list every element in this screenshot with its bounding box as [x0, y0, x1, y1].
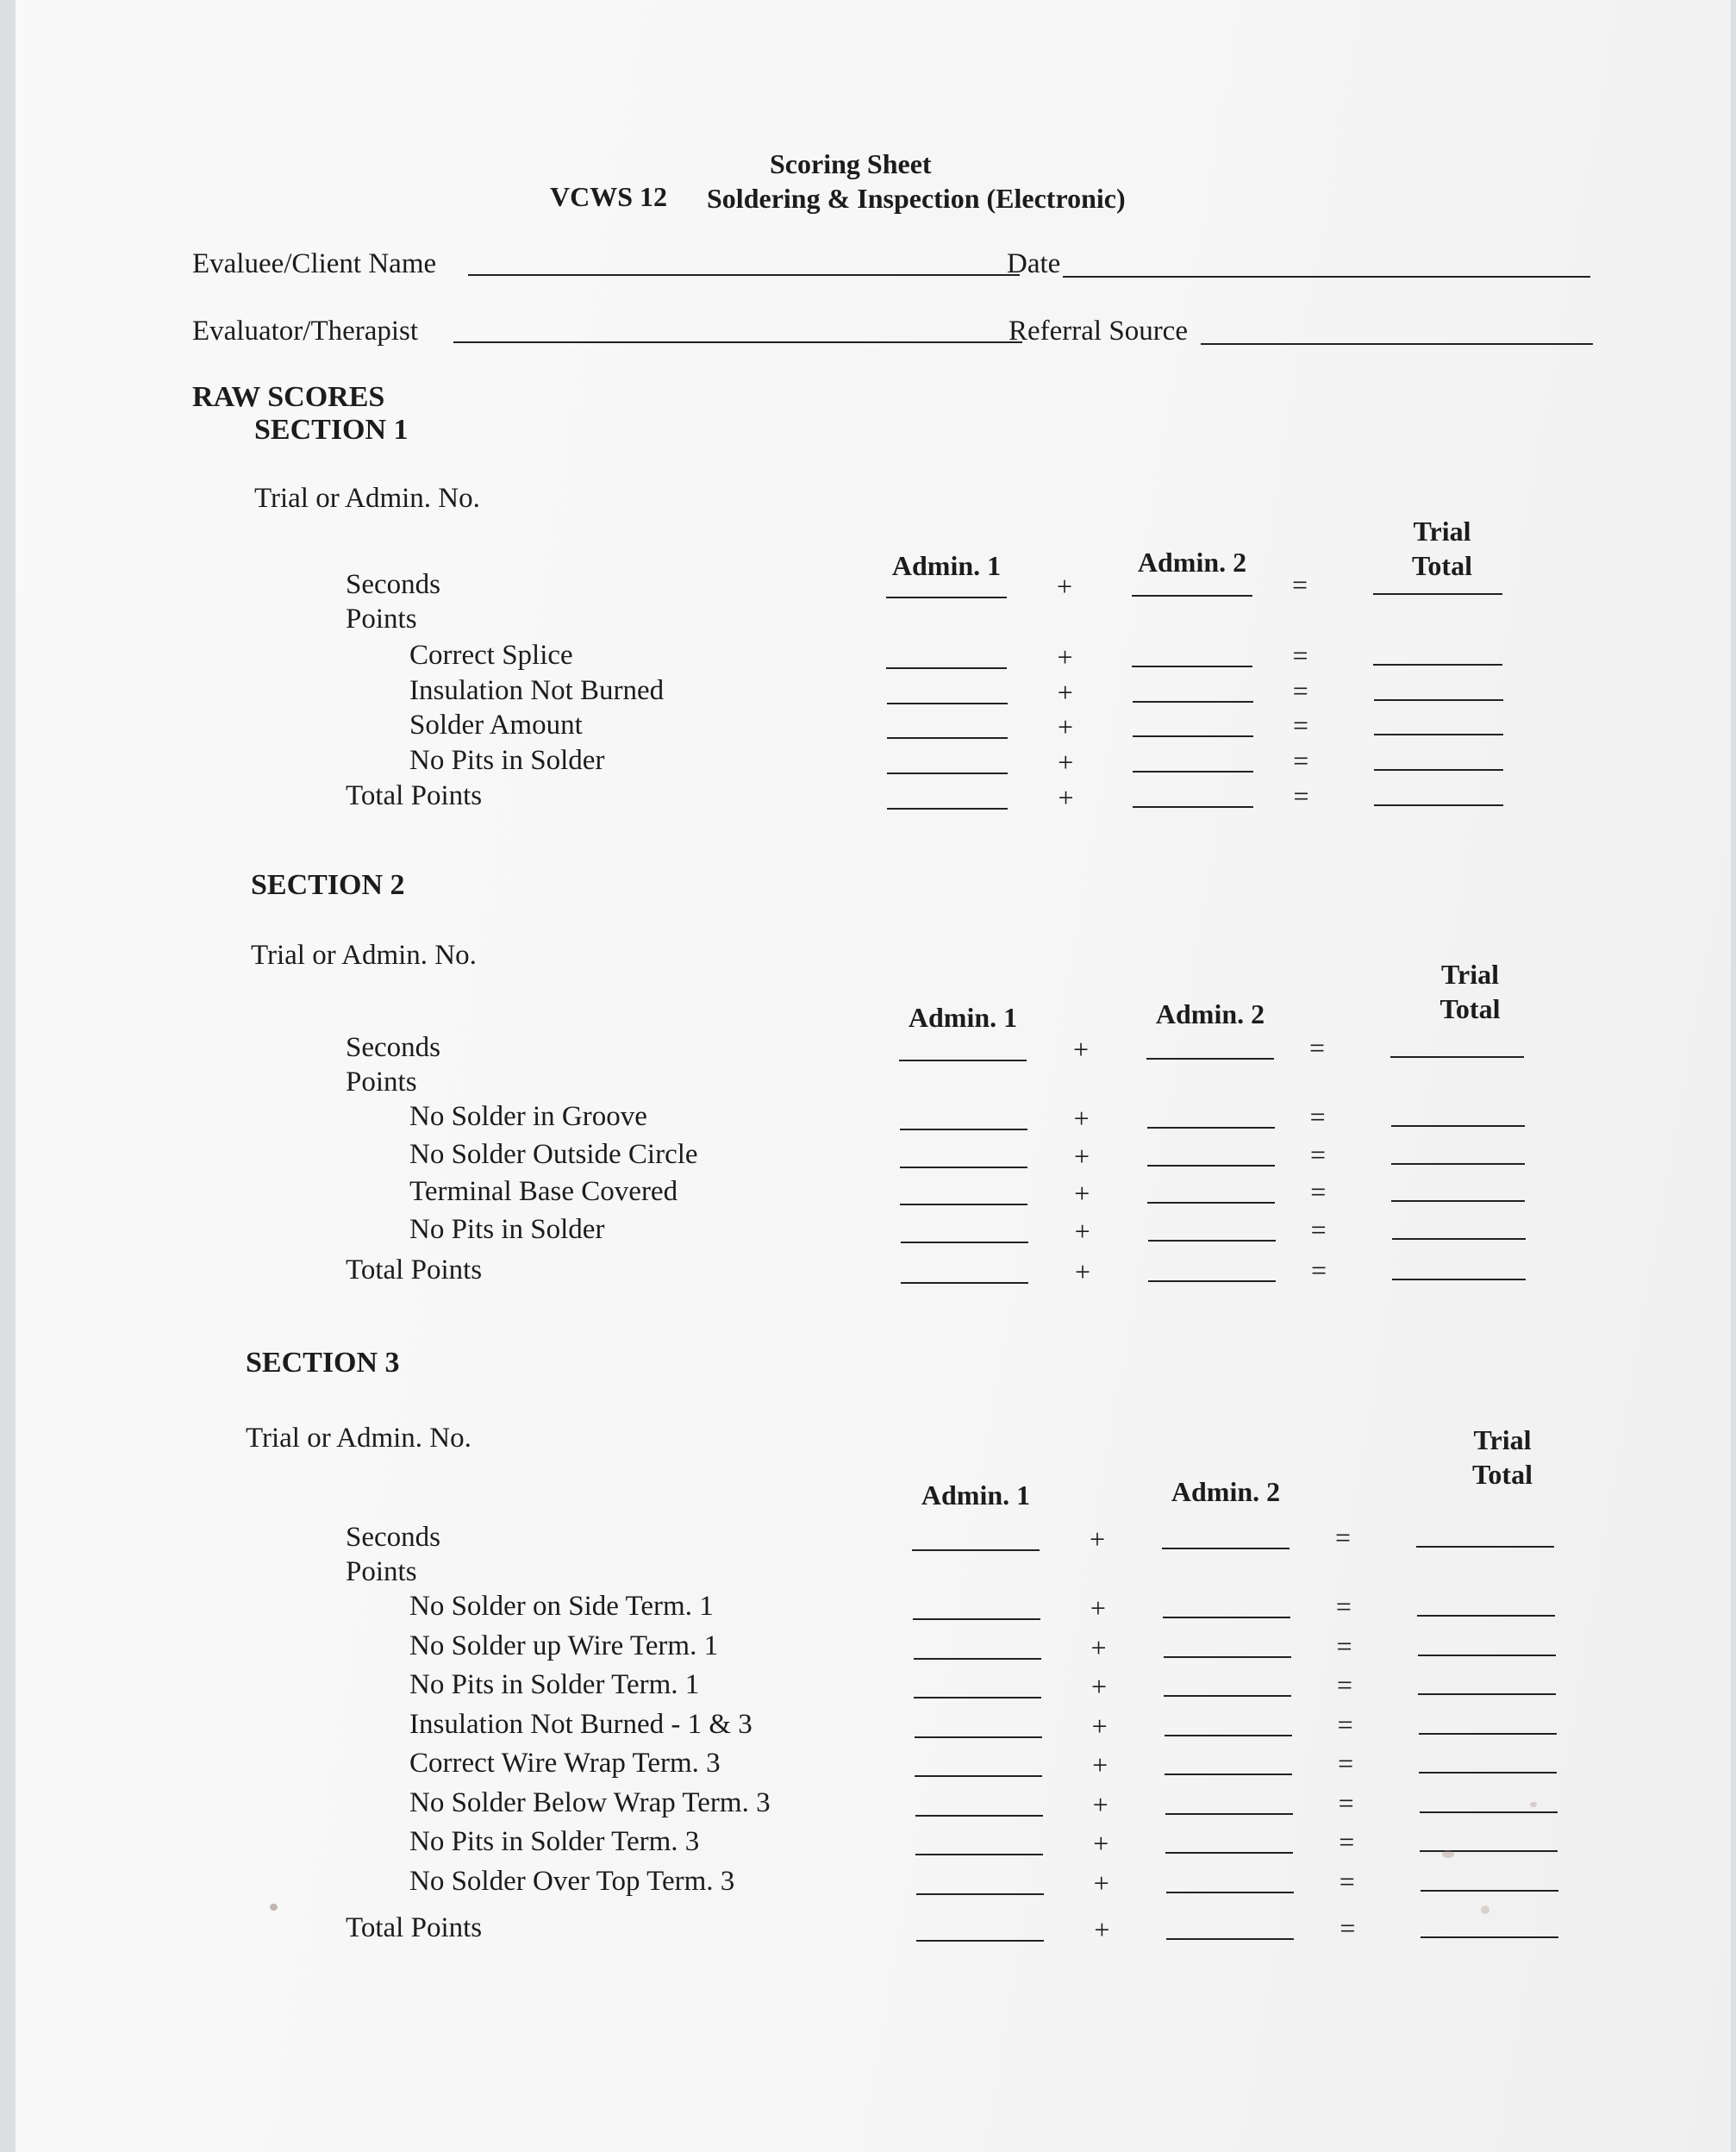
section-1-trial-admin-label: Trial or Admin. No.	[254, 483, 480, 514]
section-2-item-row-label: No Pits in Solder	[409, 1213, 605, 1245]
section-3-trial-admin-label: Trial or Admin. No.	[246, 1423, 471, 1454]
section-3-item-row-plus: +	[1092, 1788, 1108, 1820]
section-1-item-row-admin2-field[interactable]	[1132, 666, 1252, 667]
section-3-total-points-label: Total Points	[346, 1912, 483, 1943]
section-2-item-row-trial-total-field[interactable]	[1392, 1238, 1526, 1240]
section-2-item-row-label: No Solder in Groove	[409, 1101, 647, 1132]
section-3-item-row-admin1-field[interactable]	[915, 1854, 1043, 1855]
section-3-seconds-label: Seconds	[346, 1522, 440, 1553]
section-3-item-row-plus: +	[1093, 1828, 1109, 1859]
section-3-item-row-admin1-field[interactable]	[915, 1775, 1042, 1777]
section-3-item-row-admin1-field[interactable]	[914, 1697, 1041, 1698]
section-1-total-points-equals: =	[1293, 780, 1309, 811]
section-3-item-row-trial-total-field[interactable]	[1417, 1615, 1555, 1617]
section-2-total-points-admin2-field[interactable]	[1148, 1280, 1276, 1282]
section-2-item-row-admin2-field[interactable]	[1148, 1240, 1276, 1242]
section-3-item-row-label: Insulation Not Burned - 1 & 3	[409, 1708, 752, 1740]
section-3-total-points-admin2-field[interactable]	[1166, 1938, 1294, 1940]
section-1-seconds-equals: =	[1291, 569, 1308, 600]
section-1-item-row-trial-total-field[interactable]	[1373, 664, 1502, 666]
sheet-title: Scoring Sheet	[770, 148, 932, 179]
section-1-admin1-header: Admin. 1	[891, 550, 1002, 581]
section-1-item-row-admin1-field[interactable]	[886, 667, 1007, 669]
section-3-item-row-equals: =	[1339, 1826, 1355, 1857]
section-3-item-row-equals: =	[1337, 1708, 1353, 1740]
section-2-seconds-equals: =	[1308, 1032, 1326, 1063]
section-1-item-row-label: No Pits in Solder	[409, 744, 605, 776]
date-label: Date	[1007, 248, 1061, 279]
section-1-item-row-admin1-field[interactable]	[887, 737, 1008, 739]
section-2-item-row-admin2-field[interactable]	[1147, 1127, 1275, 1129]
section-2-seconds-admin1-field[interactable]	[899, 1060, 1027, 1061]
section-2-item-row-admin1-field[interactable]	[900, 1167, 1027, 1168]
section-3-item-row-admin2-field[interactable]	[1165, 1813, 1293, 1815]
section-3-item-row-plus: +	[1091, 1671, 1108, 1702]
section-3-item-row-trial-total-field[interactable]	[1419, 1733, 1557, 1735]
section-2-points-label: Points	[346, 1067, 417, 1098]
section-1-item-row-label: Insulation Not Burned	[409, 674, 665, 706]
paper-smudge	[270, 1904, 278, 1911]
section-3-item-row-admin2-field[interactable]	[1164, 1695, 1291, 1697]
section-2-total-header: Total	[1439, 993, 1501, 1024]
section-2-seconds-admin2-field[interactable]	[1146, 1058, 1274, 1060]
section-3-total-points-plus: +	[1094, 1914, 1110, 1945]
section-2-admin1-header: Admin. 1	[908, 1002, 1018, 1033]
section-1-total-points-admin2-field[interactable]	[1133, 806, 1253, 808]
section-2-seconds-plus: +	[1072, 1034, 1090, 1065]
section-1-item-row-admin1-field[interactable]	[887, 703, 1008, 704]
section-2-item-row-plus: +	[1073, 1140, 1090, 1172]
section-3-item-row-label: No Solder on Side Term. 1	[409, 1591, 714, 1622]
referral-source-label: Referral Source	[1009, 316, 1188, 347]
section-3-item-row-equals: =	[1337, 1669, 1353, 1700]
section-2-seconds-label: Seconds	[346, 1032, 440, 1063]
section-3-item-row-admin2-field[interactable]	[1165, 1852, 1293, 1854]
section-2-total-points-label: Total Points	[346, 1254, 483, 1286]
section-3-points-label: Points	[346, 1556, 417, 1587]
paper-smudge	[1530, 1802, 1537, 1807]
evaluator-field[interactable]	[453, 341, 1022, 343]
scoring-sheet-page	[16, 0, 1731, 2152]
section-3-item-row-plus: +	[1090, 1592, 1106, 1623]
section-3-item-row-trial-total-field[interactable]	[1420, 1850, 1558, 1852]
section-3-total-points-equals: =	[1339, 1912, 1356, 1943]
section-3-item-row-plus: +	[1093, 1867, 1109, 1899]
section-3-item-row-admin2-field[interactable]	[1164, 1656, 1291, 1658]
section-2-trial-header: Trial	[1441, 959, 1499, 990]
section-3-item-row-admin1-field[interactable]	[913, 1618, 1040, 1620]
sheet-subtitle-code: VCWS 12	[550, 181, 668, 212]
section-2-item-row-label: No Solder Outside Circle	[409, 1138, 698, 1170]
date-field[interactable]	[1063, 276, 1590, 278]
section-1-item-row-plus: +	[1057, 676, 1073, 708]
section-2-total-points-equals: =	[1311, 1254, 1327, 1286]
section-1-total-points-plus: +	[1058, 782, 1074, 813]
section-1-seconds-label: Seconds	[346, 569, 440, 600]
section-3-item-row-admin2-field[interactable]	[1165, 1774, 1292, 1775]
section-3-item-row-trial-total-field[interactable]	[1418, 1655, 1556, 1656]
section-3-item-row-equals: =	[1335, 1591, 1352, 1622]
section-1-item-row-plus: +	[1057, 641, 1073, 672]
section-2-item-row-trial-total-field[interactable]	[1391, 1200, 1525, 1202]
section-2-item-row-plus: +	[1073, 1103, 1090, 1134]
section-2-total-points-plus: +	[1075, 1256, 1091, 1287]
section-2-item-row-plus: +	[1074, 1215, 1090, 1247]
section-3-item-row-label: Correct Wire Wrap Term. 3	[409, 1748, 721, 1779]
section-2-trial-admin-label: Trial or Admin. No.	[251, 940, 477, 971]
section-1-item-row-plus: +	[1058, 746, 1074, 778]
section-1-item-row-equals: =	[1292, 710, 1308, 741]
section-1-seconds-admin1-field[interactable]	[886, 597, 1007, 598]
section-2-item-row-equals: =	[1309, 1138, 1326, 1170]
section-3-item-row-label: No Solder Over Top Term. 3	[409, 1865, 735, 1897]
section-1-item-row-equals: =	[1293, 744, 1309, 776]
section-3-item-row-admin2-field[interactable]	[1166, 1892, 1294, 1893]
section-3-total-points-trial-total-field[interactable]	[1421, 1936, 1558, 1938]
section-2-item-row-admin1-field[interactable]	[900, 1204, 1027, 1205]
evaluee-name-label: Evaluee/Client Name	[192, 248, 437, 279]
section-2-item-row-trial-total-field[interactable]	[1391, 1163, 1525, 1165]
section-1-seconds-admin2-field[interactable]	[1132, 595, 1252, 597]
section-1-item-row-trial-total-field[interactable]	[1374, 734, 1503, 735]
section-3-item-row-trial-total-field[interactable]	[1420, 1811, 1558, 1813]
section-1-item-row-trial-total-field[interactable]	[1374, 699, 1503, 701]
section-1-seconds-trial-total-field[interactable]	[1373, 593, 1502, 595]
section-1-total-points-label: Total Points	[346, 780, 483, 811]
section-2-item-row-admin2-field[interactable]	[1147, 1165, 1275, 1167]
section-1-trial-header: Trial	[1413, 516, 1471, 547]
section-3-total-points-admin1-field[interactable]	[916, 1940, 1044, 1942]
section-3-item-row-label: No Pits in Solder Term. 3	[409, 1826, 700, 1857]
paper-smudge	[1481, 1905, 1489, 1914]
section-3-item-row-equals: =	[1339, 1865, 1355, 1897]
referral-source-field[interactable]	[1201, 343, 1593, 345]
section-2-item-row-plus: +	[1074, 1178, 1090, 1209]
section-3-admin1-header: Admin. 1	[921, 1480, 1031, 1511]
section-2-item-row-admin2-field[interactable]	[1147, 1202, 1275, 1204]
section-3-item-row-plus: +	[1090, 1631, 1107, 1663]
section-2-item-row-label: Terminal Base Covered	[409, 1176, 678, 1207]
sheet-subtitle-name: Soldering & Inspection (Electronic)	[707, 183, 1126, 214]
section-1-total-header: Total	[1412, 550, 1472, 581]
section-2-total-points-admin1-field[interactable]	[901, 1282, 1028, 1284]
section-1-item-row-admin1-field[interactable]	[887, 773, 1008, 774]
section-3-item-row-trial-total-field[interactable]	[1419, 1772, 1557, 1774]
section-3-item-row-equals: =	[1336, 1630, 1352, 1661]
section-3-item-row-admin2-field[interactable]	[1165, 1735, 1292, 1736]
section-3-item-row-admin1-field[interactable]	[914, 1658, 1041, 1660]
section-3-item-row-trial-total-field[interactable]	[1421, 1890, 1558, 1892]
section-2-total-points-trial-total-field[interactable]	[1392, 1279, 1526, 1280]
section-3-seconds-equals: =	[1334, 1522, 1352, 1553]
section-1-total-points-admin1-field[interactable]	[887, 808, 1008, 810]
section-3-item-row-admin1-field[interactable]	[916, 1893, 1044, 1895]
section-1-item-row-label: Correct Splice	[409, 640, 573, 671]
raw-scores-heading: RAW SCORES	[192, 381, 385, 413]
section-1-admin2-header: Admin. 2	[1137, 547, 1247, 578]
evaluee-name-field[interactable]	[468, 274, 1020, 276]
section-2-item-row-trial-total-field[interactable]	[1391, 1125, 1525, 1127]
section-3-item-row-plus: +	[1092, 1749, 1108, 1780]
section-1-item-row-equals: =	[1292, 674, 1308, 706]
section-2-admin2-header: Admin. 2	[1155, 998, 1265, 1029]
section-2-title: SECTION 2	[251, 869, 405, 901]
section-3-item-row-label: No Solder Below Wrap Term. 3	[409, 1786, 771, 1818]
section-3-item-row-label: No Solder up Wire Term. 1	[409, 1630, 719, 1661]
section-3-admin2-header: Admin. 2	[1171, 1476, 1281, 1507]
section-2-item-row-equals: =	[1310, 1176, 1327, 1207]
section-1-item-row-equals: =	[1292, 640, 1308, 671]
section-3-item-row-label: No Pits in Solder Term. 1	[409, 1669, 700, 1700]
section-3-seconds-admin2-field[interactable]	[1162, 1548, 1290, 1549]
section-2-item-row-admin1-field[interactable]	[900, 1129, 1027, 1130]
section-2-item-row-equals: =	[1309, 1101, 1326, 1132]
section-1-item-row-label: Solder Amount	[409, 710, 583, 741]
section-1-title: SECTION 1	[254, 414, 409, 446]
section-3-seconds-trial-total-field[interactable]	[1416, 1546, 1554, 1548]
section-2-item-row-admin1-field[interactable]	[901, 1242, 1028, 1243]
section-3-item-row-equals: =	[1338, 1748, 1354, 1779]
section-3-item-row-admin2-field[interactable]	[1163, 1617, 1290, 1618]
section-1-item-row-admin2-field[interactable]	[1133, 701, 1253, 703]
section-1-item-row-admin2-field[interactable]	[1133, 735, 1253, 737]
section-1-item-row-trial-total-field[interactable]	[1374, 769, 1503, 771]
section-3-title: SECTION 3	[246, 1347, 400, 1379]
section-3-seconds-plus: +	[1089, 1523, 1106, 1555]
section-3-item-row-plus: +	[1091, 1710, 1108, 1742]
section-3-item-row-admin1-field[interactable]	[915, 1736, 1042, 1738]
section-3-seconds-admin1-field[interactable]	[912, 1549, 1040, 1551]
section-1-points-label: Points	[346, 604, 417, 635]
section-1-total-points-trial-total-field[interactable]	[1374, 804, 1503, 806]
section-2-item-row-equals: =	[1310, 1213, 1327, 1245]
section-3-trial-header: Trial	[1473, 1424, 1532, 1455]
section-1-item-row-admin2-field[interactable]	[1133, 771, 1253, 773]
paper-smudge	[1442, 1850, 1454, 1858]
section-1-seconds-plus: +	[1056, 571, 1073, 602]
evaluator-label: Evaluator/Therapist	[192, 316, 419, 347]
section-3-total-header: Total	[1472, 1459, 1533, 1490]
section-3-item-row-admin1-field[interactable]	[915, 1815, 1043, 1817]
section-3-item-row-trial-total-field[interactable]	[1418, 1693, 1556, 1695]
section-1-item-row-plus: +	[1057, 711, 1073, 742]
section-3-item-row-equals: =	[1338, 1786, 1354, 1818]
section-2-seconds-trial-total-field[interactable]	[1390, 1056, 1524, 1058]
